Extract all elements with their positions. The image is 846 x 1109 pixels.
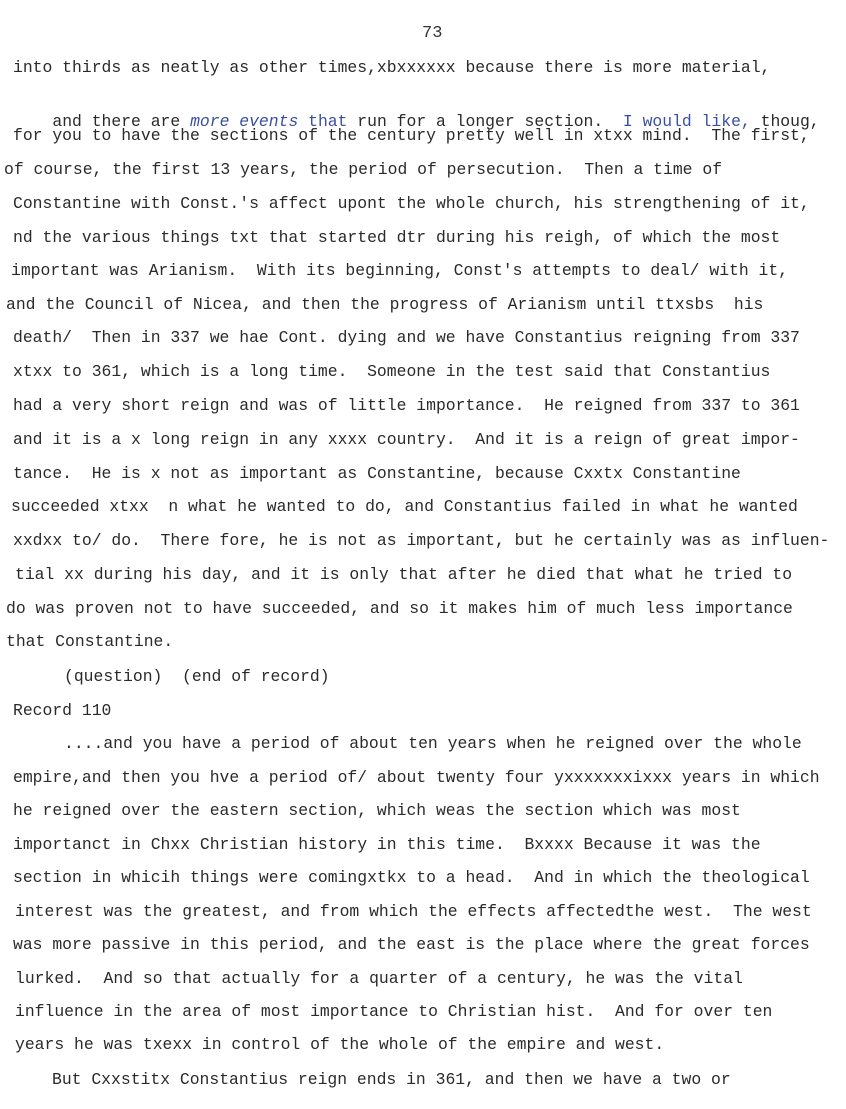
text-line: that Constantine. [6,632,174,651]
text-line: Constantine with Const.'s affect upont the whole church, his strengthening of it, [13,194,810,213]
text-line: and the Council of Nicea, and then the progress of Arianism until ttxsbs his [6,295,764,314]
text-line: succeeded xtxx n what he wanted to do, and Constantius failed in what he wanted [11,497,798,516]
text-line: lurked. And so that actually for a quarter of a century, he was the vital [15,969,743,988]
text-line: xxdxx to/ do. There fore, he is not as important, but he certainly was as influen- [13,531,830,550]
text-line: had a very short reign and was of little importance. He reigned from 337 to 361 [13,396,800,415]
text-line: and it is a x long reign in any xxxx country. And it is a reign of great impor- [13,430,800,449]
text-segment: and there are [52,112,191,131]
text-line: was more passive in this period, and the east is the place where the great forces [13,935,810,954]
record-heading: Record 110 [13,701,112,720]
text-line: years he was txexx in control of the whole of the empire and west. [15,1035,665,1054]
page-number: 73 [422,24,443,43]
text-line: he reigned over the eastern section, which weas the section which was most [13,801,741,820]
text-line: tial xx during his day, and it is only that after he died that what he tried to [15,565,793,584]
text-line: into thirds as neatly as other times,xbxxxxxx because there is more material, [13,58,771,77]
text-segment: I would like, [622,112,751,131]
text-segment: thoug, [750,112,820,131]
text-line: for you to have the sections of the century pretty well in xtxx mind. The first, [13,126,810,145]
text-segment: more events [190,112,299,131]
text-line: section in whicih things were comingxtkx to a head. And in which the theological [13,868,810,887]
text-line: tance. He is x not as important as Constantine, because Cxxtx Constantine [13,464,741,483]
text-line: xtxx to 361, which is a long time. Someone in the test said that Constantius [13,362,771,381]
text-line: But Cxxstitx Constantius reign ends in 361, and then we have a two or [52,1070,731,1089]
text-line: empire,and then you hve a period of/ about twenty four yxxxxxxxixxx years in which [13,768,820,787]
text-line: interest was the greatest, and from which the effects affectedthe west. The west [15,902,812,921]
text-segment: that [298,112,348,131]
text-line: important was Arianism. With its beginning, Const's attempts to deal/ with it, [11,261,789,280]
text-segment: run for a longer section. [347,112,623,131]
text-line: influence in the area of most importance to Christian hist. And for over ten [15,1002,773,1021]
text-line: ....and you have a period of about ten years when he reigned over the whole [64,734,802,753]
text-line: death/ Then in 337 we hae Cont. dying and we have Constantius reigning from 337 [13,328,800,347]
text-line: (question) (end of record) [64,667,330,686]
text-line: do was proven not to have succeeded, and so it makes him of much less importance [6,599,793,618]
text-line: nd the various things txt that started dtr during his reigh, of which the most [13,228,781,247]
text-line: importanct in Chxx Christian history in this time. Bxxxx Because it was the [13,835,761,854]
text-line: of course, the first 13 years, the period of persecution. Then a time of [4,160,723,179]
